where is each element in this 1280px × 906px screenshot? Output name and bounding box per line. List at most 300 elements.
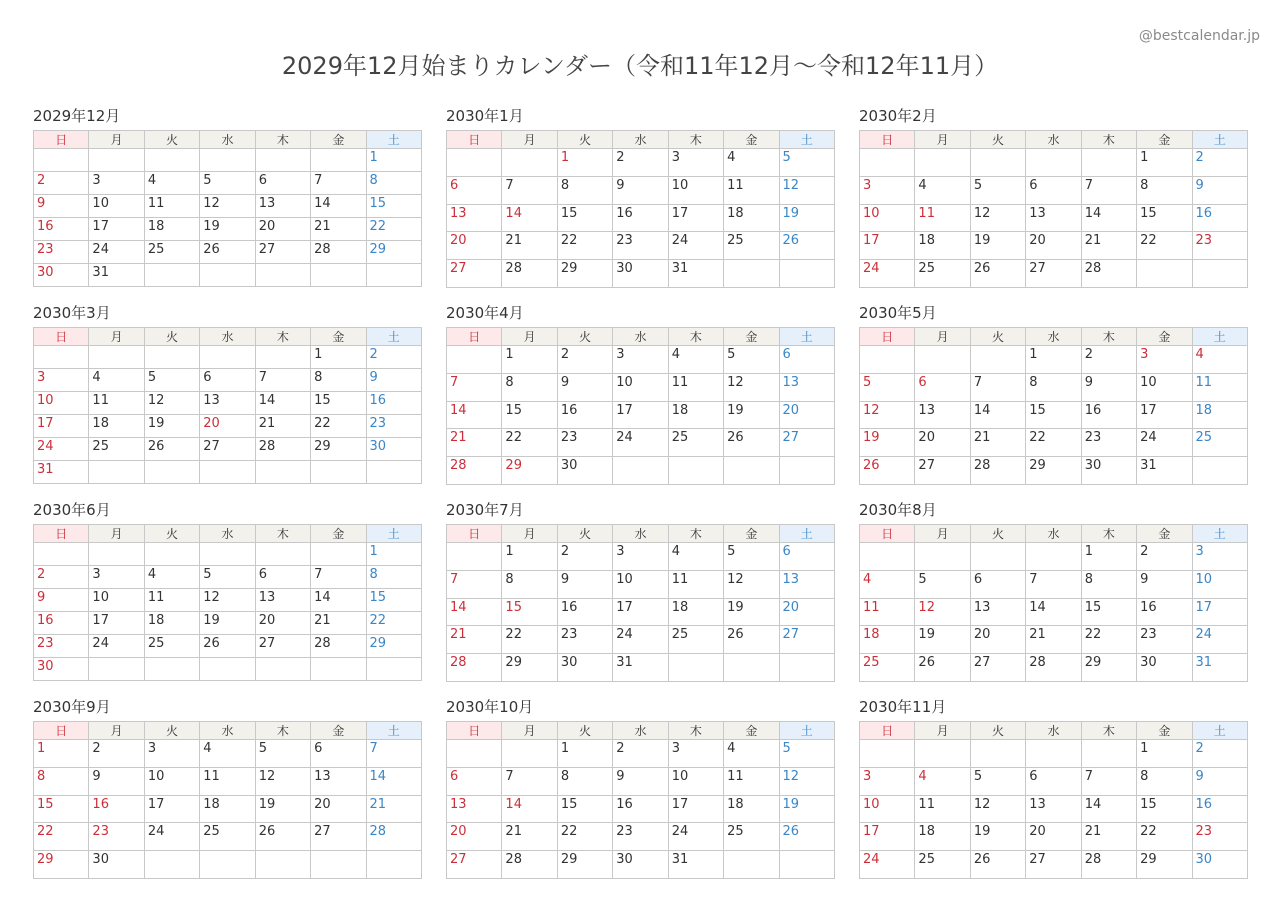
- day-cell: 4: [724, 149, 779, 177]
- day-cell: 15: [366, 195, 421, 218]
- day-cell: 17: [613, 401, 668, 429]
- empty-day-cell: [724, 654, 779, 682]
- day-cell: 20: [255, 611, 310, 634]
- week-row: [447, 654, 835, 682]
- day-cell: 22: [366, 218, 421, 241]
- day-cell: 6: [200, 368, 255, 391]
- day-cell: 5: [970, 767, 1025, 795]
- day-cell: 25: [668, 626, 723, 654]
- weekday-header: 日: [447, 524, 502, 542]
- day-cell: 28: [255, 437, 310, 460]
- month-title: 2030年10月: [446, 697, 534, 716]
- empty-day-cell: [970, 542, 1025, 570]
- calendar-grid: [33, 105, 1248, 879]
- empty-day-cell: [144, 657, 199, 680]
- day-cell: 30: [34, 264, 89, 287]
- day-cell: 28: [366, 823, 421, 851]
- day-cell: 1: [1137, 739, 1192, 767]
- day-cell: 1: [502, 542, 557, 570]
- weekday-header: 土: [1192, 131, 1247, 149]
- weekday-header: 火: [144, 721, 199, 739]
- month-title: 2030年1月: [446, 107, 524, 125]
- week-row: [447, 429, 835, 457]
- day-cell: 13: [779, 373, 834, 401]
- week-row: [447, 823, 835, 851]
- day-cell: 2: [34, 565, 89, 588]
- empty-day-cell: [724, 851, 779, 879]
- week-row: [34, 218, 422, 241]
- day-cell: 25: [915, 260, 970, 288]
- week-row: [34, 368, 422, 391]
- day-cell: 3: [89, 565, 144, 588]
- day-cell: 12: [724, 373, 779, 401]
- day-cell: 9: [557, 373, 612, 401]
- day-cell: 3: [144, 739, 199, 767]
- day-cell: 22: [557, 823, 612, 851]
- day-cell: 30: [557, 654, 612, 682]
- day-cell: 18: [1192, 401, 1247, 429]
- day-cell: 22: [502, 429, 557, 457]
- day-cell: 11: [144, 588, 199, 611]
- day-cell: 15: [34, 795, 89, 823]
- day-cell: 15: [557, 795, 612, 823]
- empty-day-cell: [200, 264, 255, 287]
- empty-day-cell: [255, 460, 310, 483]
- day-cell: 3: [613, 345, 668, 373]
- day-cell: 12: [860, 401, 915, 429]
- day-cell: 24: [613, 626, 668, 654]
- weekday-header: 月: [89, 524, 144, 542]
- month-calendar: [33, 499, 422, 682]
- day-cell: 7: [366, 739, 421, 767]
- day-cell: 11: [144, 195, 199, 218]
- empty-day-cell: [255, 851, 310, 879]
- day-cell: 8: [502, 570, 557, 598]
- day-cell: 15: [1137, 795, 1192, 823]
- day-cell: 5: [779, 739, 834, 767]
- day-cell: 18: [144, 611, 199, 634]
- day-cell: 14: [366, 767, 421, 795]
- weekday-header: 金: [311, 524, 366, 542]
- empty-day-cell: [200, 149, 255, 172]
- month-calendar: [859, 302, 1248, 485]
- month-grid: [446, 130, 835, 288]
- month-title: 2029年12月: [33, 107, 121, 125]
- day-cell: 24: [613, 429, 668, 457]
- day-cell: 29: [1026, 457, 1081, 485]
- day-cell: 22: [1081, 626, 1136, 654]
- day-cell: 9: [34, 588, 89, 611]
- day-cell: 3: [89, 172, 144, 195]
- week-row: [860, 457, 1248, 485]
- day-cell: 7: [1081, 767, 1136, 795]
- day-cell: 16: [89, 795, 144, 823]
- day-cell: 13: [311, 767, 366, 795]
- day-cell: 15: [1026, 401, 1081, 429]
- day-cell: 2: [613, 149, 668, 177]
- day-cell: 20: [200, 414, 255, 437]
- day-cell: 31: [613, 654, 668, 682]
- empty-day-cell: [1137, 260, 1192, 288]
- day-cell: 10: [860, 795, 915, 823]
- day-cell: 26: [255, 823, 310, 851]
- empty-day-cell: [200, 460, 255, 483]
- weekday-header: 火: [557, 721, 612, 739]
- day-cell: 13: [255, 195, 310, 218]
- month-calendar: [859, 105, 1248, 288]
- day-cell: 21: [1026, 626, 1081, 654]
- day-cell: 19: [970, 232, 1025, 260]
- day-cell: 14: [311, 195, 366, 218]
- day-cell: 19: [970, 823, 1025, 851]
- empty-day-cell: [1026, 542, 1081, 570]
- day-cell: 11: [668, 373, 723, 401]
- day-cell: 5: [724, 542, 779, 570]
- day-cell: 27: [970, 654, 1025, 682]
- empty-day-cell: [255, 149, 310, 172]
- day-cell: 27: [255, 634, 310, 657]
- day-cell: 23: [89, 823, 144, 851]
- day-cell: 13: [915, 401, 970, 429]
- week-row: [34, 391, 422, 414]
- weekday-header: 月: [89, 131, 144, 149]
- day-cell: 26: [970, 260, 1025, 288]
- weekday-header: 木: [255, 131, 310, 149]
- month-grid: [859, 130, 1248, 288]
- weekday-header: 水: [613, 721, 668, 739]
- weekday-header: 金: [311, 327, 366, 345]
- day-cell: 15: [502, 598, 557, 626]
- day-cell: 24: [89, 241, 144, 264]
- day-cell: 6: [970, 570, 1025, 598]
- day-cell: 16: [557, 598, 612, 626]
- month-grid: [446, 524, 835, 682]
- month-title: 2030年5月: [859, 303, 937, 322]
- weekday-header: 土: [366, 327, 421, 345]
- empty-day-cell: [144, 149, 199, 172]
- day-cell: 22: [502, 626, 557, 654]
- day-cell: 15: [502, 401, 557, 429]
- day-cell: 5: [200, 172, 255, 195]
- weekday-header: 水: [613, 524, 668, 542]
- empty-day-cell: [915, 542, 970, 570]
- day-cell: 9: [89, 767, 144, 795]
- weekday-header: 木: [668, 721, 723, 739]
- day-cell: 8: [366, 172, 421, 195]
- empty-day-cell: [311, 542, 366, 565]
- month-grid: [446, 721, 835, 879]
- day-cell: 13: [970, 598, 1025, 626]
- day-cell: 26: [724, 429, 779, 457]
- month-grid: [859, 327, 1248, 485]
- day-cell: 5: [255, 739, 310, 767]
- day-cell: 31: [34, 460, 89, 483]
- day-cell: 7: [447, 373, 502, 401]
- day-cell: 11: [915, 204, 970, 232]
- day-cell: 11: [89, 391, 144, 414]
- week-row: [447, 401, 835, 429]
- day-cell: 8: [1137, 767, 1192, 795]
- day-cell: 20: [1026, 823, 1081, 851]
- weekday-header: 金: [1137, 524, 1192, 542]
- day-cell: 15: [311, 391, 366, 414]
- weekday-header: 水: [1026, 327, 1081, 345]
- day-cell: 13: [779, 570, 834, 598]
- day-cell: 9: [366, 368, 421, 391]
- week-row: [447, 373, 835, 401]
- weekday-header: 日: [447, 131, 502, 149]
- week-row: [860, 570, 1248, 598]
- empty-day-cell: [779, 851, 834, 879]
- day-cell: 8: [1081, 570, 1136, 598]
- day-cell: 16: [613, 204, 668, 232]
- day-cell: 20: [311, 795, 366, 823]
- day-cell: 1: [366, 149, 421, 172]
- week-row: [860, 401, 1248, 429]
- day-cell: 22: [34, 823, 89, 851]
- week-row: [860, 260, 1248, 288]
- day-cell: 2: [557, 542, 612, 570]
- day-cell: 9: [613, 767, 668, 795]
- day-cell: 18: [915, 823, 970, 851]
- day-cell: 20: [255, 218, 310, 241]
- day-cell: 21: [447, 626, 502, 654]
- weekday-header: 土: [1192, 721, 1247, 739]
- day-cell: 16: [366, 391, 421, 414]
- day-cell: 3: [1137, 345, 1192, 373]
- day-cell: 6: [1026, 176, 1081, 204]
- empty-day-cell: [144, 264, 199, 287]
- day-cell: 25: [89, 437, 144, 460]
- day-cell: 1: [1026, 345, 1081, 373]
- weekday-header: 木: [1081, 524, 1136, 542]
- day-cell: 4: [89, 368, 144, 391]
- empty-day-cell: [779, 260, 834, 288]
- day-cell: 1: [1081, 542, 1136, 570]
- empty-day-cell: [200, 851, 255, 879]
- weekday-header: 木: [255, 327, 310, 345]
- empty-day-cell: [724, 457, 779, 485]
- weekday-header: 木: [255, 721, 310, 739]
- day-cell: 18: [860, 626, 915, 654]
- empty-day-cell: [89, 542, 144, 565]
- day-cell: 26: [724, 626, 779, 654]
- weekday-header: 金: [1137, 327, 1192, 345]
- weekday-header: 木: [1081, 721, 1136, 739]
- day-cell: 24: [668, 823, 723, 851]
- weekday-header: 金: [1137, 721, 1192, 739]
- day-cell: 26: [779, 232, 834, 260]
- day-cell: 14: [1026, 598, 1081, 626]
- weekday-header: 月: [915, 524, 970, 542]
- day-cell: 18: [89, 414, 144, 437]
- empty-day-cell: [311, 460, 366, 483]
- empty-day-cell: [200, 657, 255, 680]
- week-row: [447, 457, 835, 485]
- day-cell: 20: [915, 429, 970, 457]
- empty-day-cell: [311, 149, 366, 172]
- day-cell: 9: [613, 176, 668, 204]
- weekday-header: 木: [668, 131, 723, 149]
- empty-day-cell: [144, 542, 199, 565]
- week-row: [860, 204, 1248, 232]
- day-cell: 15: [1081, 598, 1136, 626]
- empty-day-cell: [447, 542, 502, 570]
- day-cell: 17: [89, 611, 144, 634]
- week-row: [34, 588, 422, 611]
- day-cell: 25: [668, 429, 723, 457]
- day-cell: 1: [557, 149, 612, 177]
- day-cell: 30: [613, 851, 668, 879]
- day-cell: 9: [34, 195, 89, 218]
- day-cell: 23: [366, 414, 421, 437]
- weekday-header: 日: [34, 131, 89, 149]
- week-row: [34, 823, 422, 851]
- day-cell: 26: [144, 437, 199, 460]
- week-row: [860, 626, 1248, 654]
- week-row: [447, 260, 835, 288]
- day-cell: 19: [200, 611, 255, 634]
- day-cell: 27: [255, 241, 310, 264]
- day-cell: 12: [200, 195, 255, 218]
- day-cell: 27: [1026, 260, 1081, 288]
- day-cell: 17: [1137, 401, 1192, 429]
- day-cell: 28: [970, 457, 1025, 485]
- day-cell: 27: [311, 823, 366, 851]
- week-row: [447, 204, 835, 232]
- day-cell: 4: [860, 570, 915, 598]
- weekday-header: 月: [915, 327, 970, 345]
- month-calendar: [446, 499, 835, 682]
- month-calendar: [859, 499, 1248, 682]
- day-cell: 15: [557, 204, 612, 232]
- day-cell: 8: [557, 176, 612, 204]
- day-cell: 9: [1137, 570, 1192, 598]
- day-cell: 4: [915, 176, 970, 204]
- week-row: [447, 149, 835, 177]
- day-cell: 25: [1192, 429, 1247, 457]
- day-cell: 8: [34, 767, 89, 795]
- empty-day-cell: [1081, 739, 1136, 767]
- day-cell: 18: [200, 795, 255, 823]
- month-title: 2030年8月: [859, 500, 937, 519]
- day-cell: 23: [1137, 626, 1192, 654]
- month-calendar: [446, 105, 835, 288]
- day-cell: 7: [502, 176, 557, 204]
- weekday-header: 金: [1137, 131, 1192, 149]
- day-cell: 19: [779, 204, 834, 232]
- empty-day-cell: [970, 345, 1025, 373]
- empty-day-cell: [200, 345, 255, 368]
- day-cell: 28: [447, 457, 502, 485]
- weekday-header: 日: [860, 327, 915, 345]
- day-cell: 18: [668, 598, 723, 626]
- week-row: [447, 795, 835, 823]
- day-cell: 2: [89, 739, 144, 767]
- day-cell: 31: [668, 260, 723, 288]
- day-cell: 27: [447, 851, 502, 879]
- day-cell: 13: [255, 588, 310, 611]
- empty-day-cell: [668, 654, 723, 682]
- day-cell: 20: [779, 401, 834, 429]
- day-cell: 12: [970, 204, 1025, 232]
- day-cell: 1: [557, 739, 612, 767]
- day-cell: 26: [915, 654, 970, 682]
- weekday-header: 木: [1081, 327, 1136, 345]
- day-cell: 13: [447, 795, 502, 823]
- weekday-header: 火: [557, 327, 612, 345]
- day-cell: 29: [366, 241, 421, 264]
- day-cell: 25: [860, 654, 915, 682]
- weekday-header: 水: [613, 131, 668, 149]
- day-cell: 21: [447, 429, 502, 457]
- day-cell: 8: [502, 373, 557, 401]
- day-cell: 13: [1026, 795, 1081, 823]
- day-cell: 7: [311, 565, 366, 588]
- day-cell: 23: [1192, 823, 1247, 851]
- weekday-header: 土: [1192, 327, 1247, 345]
- day-cell: 4: [144, 172, 199, 195]
- empty-day-cell: [366, 657, 421, 680]
- day-cell: 1: [1137, 149, 1192, 177]
- day-cell: 26: [970, 851, 1025, 879]
- weekday-header: 水: [200, 131, 255, 149]
- day-cell: 24: [1192, 626, 1247, 654]
- weekday-header: 月: [89, 327, 144, 345]
- day-cell: 2: [366, 345, 421, 368]
- day-cell: 1: [34, 739, 89, 767]
- weekday-header: 土: [366, 131, 421, 149]
- day-cell: 19: [200, 218, 255, 241]
- day-cell: 24: [860, 851, 915, 879]
- day-cell: 2: [613, 739, 668, 767]
- weekday-header: 日: [860, 524, 915, 542]
- day-cell: 21: [255, 414, 310, 437]
- day-cell: 19: [915, 626, 970, 654]
- day-cell: 22: [1137, 232, 1192, 260]
- month-title: 2030年11月: [859, 697, 947, 716]
- day-cell: 6: [779, 542, 834, 570]
- month-calendar: [446, 696, 835, 879]
- day-cell: 21: [502, 232, 557, 260]
- week-row: [860, 149, 1248, 177]
- month-calendar: [859, 696, 1248, 879]
- day-cell: 29: [34, 851, 89, 879]
- day-cell: 3: [860, 176, 915, 204]
- empty-day-cell: [89, 149, 144, 172]
- week-row: [34, 542, 422, 565]
- month-title: 2030年3月: [33, 303, 111, 322]
- week-row: [34, 611, 422, 634]
- empty-day-cell: [1081, 149, 1136, 177]
- day-cell: 10: [34, 391, 89, 414]
- day-cell: 7: [447, 570, 502, 598]
- day-cell: 1: [502, 345, 557, 373]
- weekday-header: 木: [668, 524, 723, 542]
- day-cell: 10: [613, 570, 668, 598]
- day-cell: 26: [200, 634, 255, 657]
- day-cell: 17: [613, 598, 668, 626]
- day-cell: 6: [311, 739, 366, 767]
- day-cell: 24: [668, 232, 723, 260]
- day-cell: 1: [311, 345, 366, 368]
- week-row: [34, 414, 422, 437]
- week-row: [34, 565, 422, 588]
- month-title: 2030年2月: [859, 107, 937, 125]
- day-cell: 19: [255, 795, 310, 823]
- weekday-header: 火: [970, 131, 1025, 149]
- day-cell: 12: [144, 391, 199, 414]
